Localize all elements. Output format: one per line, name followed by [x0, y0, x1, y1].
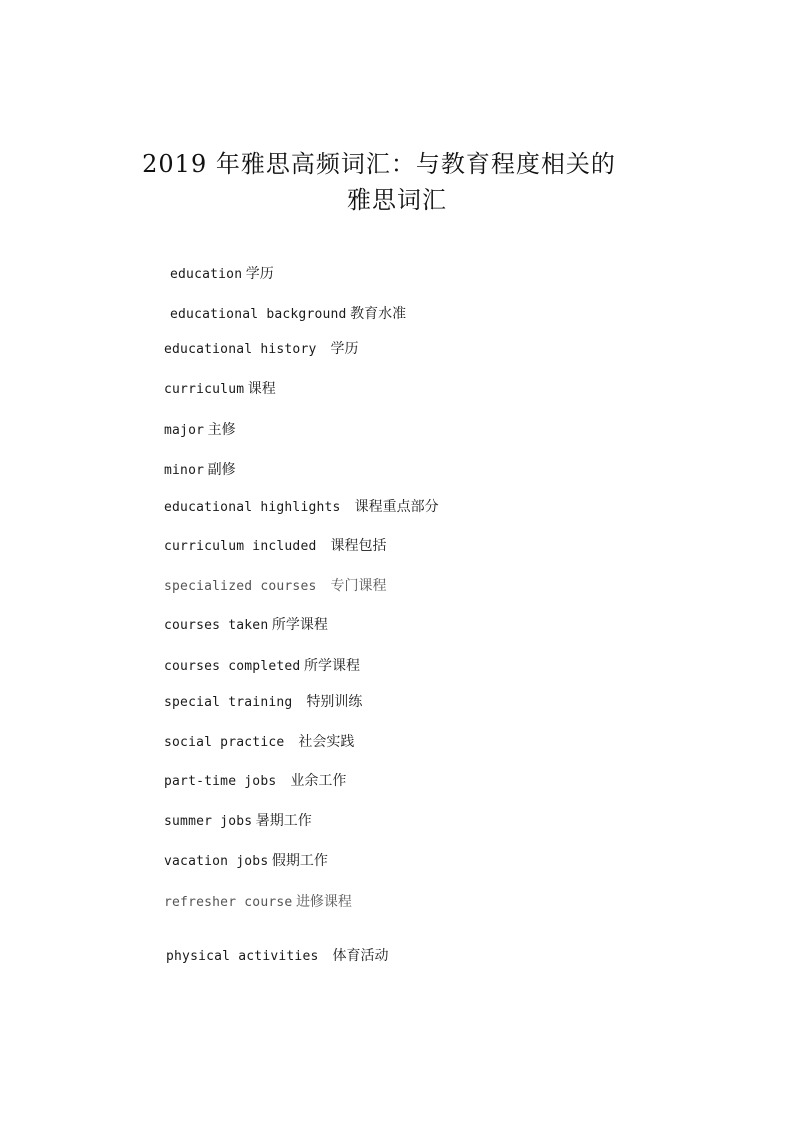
- vocab-chinese: 所学课程: [303, 658, 360, 674]
- vocab-english: vacation jobs: [164, 854, 269, 869]
- vocab-english: educational background: [170, 307, 347, 322]
- vocab-chinese: 课程包括: [330, 538, 387, 554]
- vocab-english: educational highlights: [164, 500, 341, 515]
- vocab-english: special training: [164, 695, 293, 710]
- vocab-english: minor: [164, 463, 205, 478]
- vocab-chinese: 课程: [247, 381, 276, 397]
- document-title-line-1: 2019 年雅思高频词汇：与教育程度相关的: [142, 150, 616, 178]
- vocab-entry: [150, 872, 352, 933]
- vocab-english: courses completed: [164, 659, 301, 674]
- vocab-chinese: 暑期工作: [255, 813, 312, 829]
- vocab-chinese: 社会实践: [298, 734, 355, 750]
- vocab-chinese: 教育水准: [350, 306, 407, 322]
- vocab-english: specialized courses: [164, 579, 317, 594]
- vocab-entry: [152, 926, 389, 987]
- vocab-chinese: 副修: [207, 462, 236, 478]
- vocab-english: major: [164, 423, 205, 438]
- vocab-chinese: 业余工作: [290, 773, 347, 789]
- vocab-english: curriculum: [164, 382, 245, 397]
- vocab-english: courses taken: [164, 618, 269, 633]
- vocab-chinese: 进修课程: [295, 894, 352, 910]
- vocab-chinese: 学历: [330, 341, 359, 357]
- vocab-english: physical activities: [166, 949, 319, 964]
- vocab-english: social practice: [164, 735, 285, 750]
- vocab-english: curriculum included: [164, 539, 317, 554]
- vocab-english: summer jobs: [164, 814, 253, 829]
- vocab-chinese: 专门课程: [330, 578, 387, 594]
- vocab-chinese: 假期工作: [271, 853, 328, 869]
- document-title-line-2: 雅思词汇: [347, 186, 447, 214]
- vocab-english: part-time jobs: [164, 774, 277, 789]
- vocab-chinese: 所学课程: [271, 617, 328, 633]
- vocab-chinese: 特别训练: [306, 694, 363, 710]
- vocab-chinese: 主修: [207, 422, 236, 438]
- vocab-chinese: 课程重点部分: [354, 499, 439, 515]
- vocab-chinese: 体育活动: [332, 948, 389, 964]
- vocab-chinese: 学历: [245, 266, 274, 282]
- vocab-english: education: [170, 267, 243, 282]
- vocab-english: refresher course: [164, 895, 293, 910]
- vocab-english: educational history: [164, 342, 317, 357]
